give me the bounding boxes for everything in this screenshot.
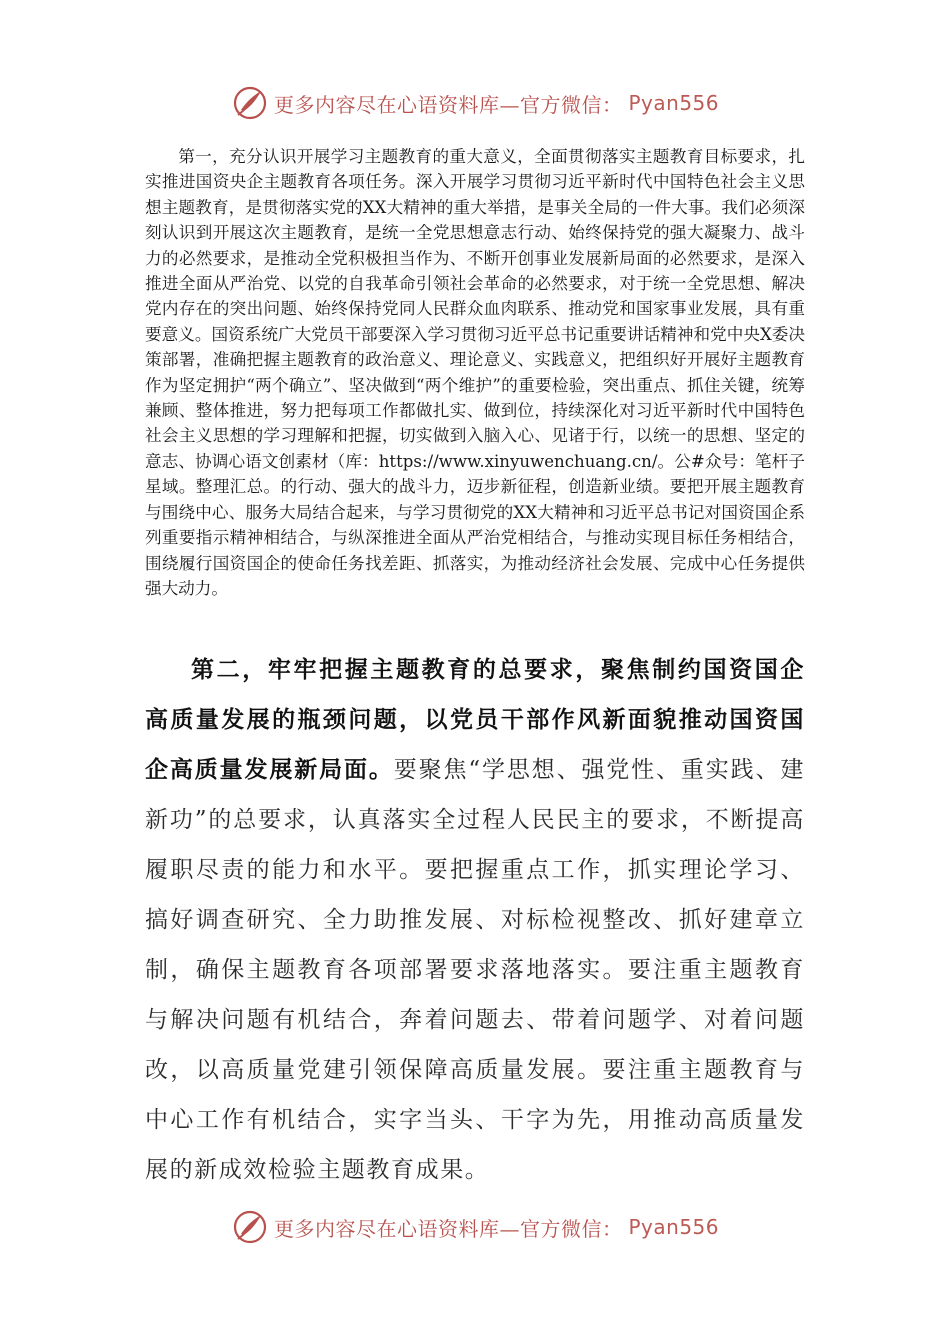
body-paragraph-1: 第一，充分认识开展学习主题教育的重大意义，全面贯彻落实主题教育目标要求，扎实推进国资央企主题教育各项任务。深入开展学习贯彻习近平新时代中国特色社会主义思想主题教育，是贯彻落实党的XX大精神的重大举措，是事关全局的一件大事。我们必须深刻认识到开展这次主题教育，是统一全党思想意志行动、始终保持党的强大凝聚力、战斗力的必然要求，是推动全党积极担当作为、不断开创事业发展新局面的必然要求，是深入推进全面从严治党、以党的自我革命引领社会革命的必然要求，对于统一全党思想、解决党内存在的突出问题、始终保持党同人民群众血肉联系、推动党和国家事业发展，具有重要意义。国资系统广大党员干部要深入学习贯彻习近平总书记重要讲话精神和党中央X委决策部署，准确把握主题教育的政治意义、理论意义、实践意义，把组织好开展好主题教育作为坚定拥护“两个确立”、坚决做到“两个维护”的重要检验，突出重点、抓住关键，统筹兼顾、整体推进，努力把每项工作都做扎实、做到位，持续深化对习近平新时代中国特色社会主义思想的学习理解和把握，切实做到入脑入心、见诸于行，以统一的思想、坚定的意志、协调心语文创素材（库：https://www.xinyuwenchuang.cn/。公#众号：笔杆子星域。整理汇总。的行动、强大的战斗力，迈步新征程，创造新业绩。要把开展主题教育与围绕中心、服务大局结合起来，与学习贯彻党的XX大精神和习近平总书记对国资国企系列重要指示精神相结合，与纵深推进全面从严治党相结合，与推动实现目标任务相结合，围绕履行国资国企的使命任务找差距、抓落实，为推动经济社会发展、完成中心任务提供强大动力。 [145, 147, 805, 598]
wechat-id: Pyan556 [628, 91, 720, 115]
paragraph-2-lead: 第二，牢牢把握主题教育的总要求，聚焦制约国资国企高质量发展的瓶颈问题，以党员干部作风新面貌推动国资国企高质量发展新局面。 [145, 656, 805, 783]
footer-watermark-banner [232, 1207, 719, 1247]
header-watermark-banner [232, 83, 719, 123]
quill-pen-logo-icon [232, 85, 268, 121]
body-paragraph-2 [145, 645, 805, 1195]
banner-text: 更多内容尽在心语资料库—官方微信： [274, 1216, 623, 1241]
quill-pen-logo-icon [232, 1209, 268, 1245]
paragraph-2-body: 要聚焦“学思想、强党性、重实践、建新功”的总要求，认真落实全过程人民民主的要求，不断提高履职尽责的能力和水平。要把握重点工作，抓实理论学习、搞好调查研究、全力助推发展、对标检视整改、抓好建章立制，确保主题教育各项部署要求落地落实。要注重主题教育与解决问题有机结合，奔着问题去、带着问题学、对着问题改，以高质量党建引领保障高质量发展。要注重主题教育与中心工作有机结合，实字当头、干字为先，用推动高质量发展的新成效检验主题教育成果。 [145, 757, 806, 1183]
wechat-id: Pyan556 [628, 1215, 720, 1239]
banner-text: 更多内容尽在心语资料库—官方微信： [274, 92, 623, 117]
